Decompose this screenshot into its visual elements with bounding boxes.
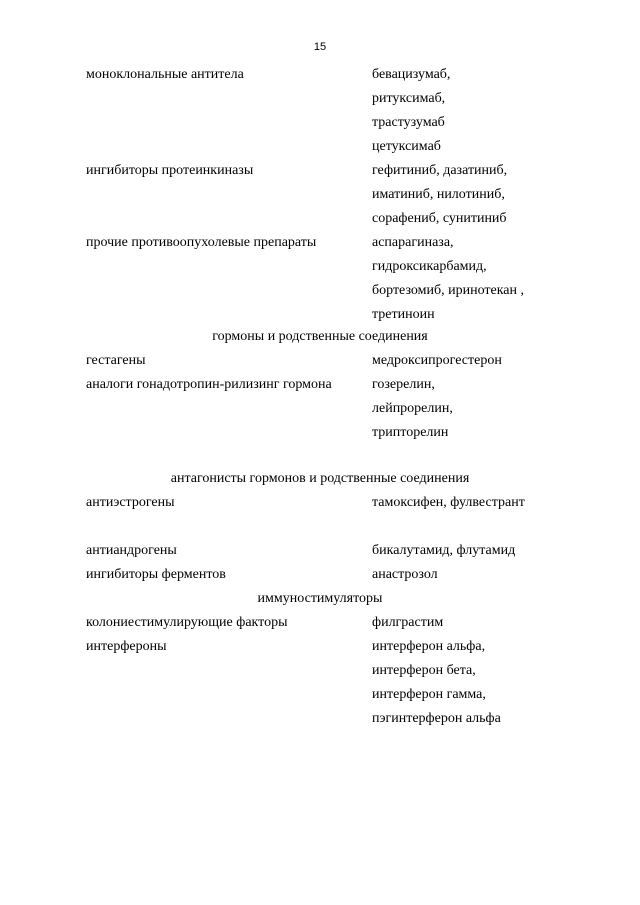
drug-tretinoin: третиноин <box>372 307 435 322</box>
drug-bortezomib-irinotecan: бортезомиб, иринотекан , <box>372 283 525 298</box>
drug-interferon-alfa: интерферон альфа, <box>372 639 486 654</box>
drug-asparaginase: аспарагиназа, <box>372 235 454 250</box>
drug-gefitinib-dasatinib: гефитиниб, дазатиниб, <box>372 163 508 178</box>
drug-leuprorelin: лейпрорелин, <box>372 401 453 416</box>
drug-anastrozole: анастрозол <box>372 567 438 582</box>
drug-rituximab: ритуксимаб, <box>372 91 446 106</box>
drug-triptorelin: трипторелин <box>372 425 449 440</box>
drug-sorafenib-sunitinib: сорафениб, сунитиниб <box>372 211 507 226</box>
group-label-other-antineoplastic: прочие противоопухолевые препараты <box>86 235 317 250</box>
section-heading-hormone-antagonists: антагонисты гормонов и родственные соединения <box>170 471 470 486</box>
drug-interferon-beta: интерферон бета, <box>372 663 476 678</box>
drug-hydroxycarbamide: гидроксикарбамид, <box>372 259 487 274</box>
section-heading-hormones: гормоны и родственные соединения <box>212 329 428 344</box>
group-label-enzyme-inhibitors: ингибиторы ферментов <box>86 567 226 582</box>
drug-trastuzumab: трастузумаб <box>372 115 445 130</box>
drug-tamoxifen-fulvestrant: тамоксифен, фулвестрант <box>372 495 525 510</box>
drug-medroxyprogesterone: медроксипрогестерон <box>372 353 502 368</box>
group-label-monoclonal-antibodies: моноклональные антитела <box>86 67 244 82</box>
group-label-gnrh-analogues: аналоги гонадотропин-рилизинг гормона <box>86 377 332 392</box>
drug-bevacizumab: бевацизумаб, <box>372 67 451 82</box>
page-number: 15 <box>313 41 327 53</box>
group-label-antiestrogens: антиэстрогены <box>86 495 175 510</box>
section-heading-immunostimulants: иммуностимуляторы <box>257 591 383 606</box>
group-label-gestagens: гестагены <box>86 353 146 368</box>
drug-cetuximab: цетуксимаб <box>372 139 441 154</box>
group-label-protein-kinase-inhibitors: ингибиторы протеинкиназы <box>86 163 254 178</box>
drug-bicalutamide-flutamide: бикалутамид, флутамид <box>372 543 516 558</box>
drug-goserelin: гозерелин, <box>372 377 435 392</box>
drug-imatinib-nilotinib: иматиниб, нилотиниб, <box>372 187 505 202</box>
group-label-antiandrogens: антиандрогены <box>86 543 177 558</box>
drug-filgrastim: филграстим <box>372 615 444 630</box>
drug-peginterferon-alfa: пэгинтерферон альфа <box>372 711 501 726</box>
group-label-colony-stimulating-factors: колониестимулирующие факторы <box>86 615 288 630</box>
drug-interferon-gamma: интерферон гамма, <box>372 687 486 702</box>
group-label-interferons: интерфероны <box>86 639 167 654</box>
